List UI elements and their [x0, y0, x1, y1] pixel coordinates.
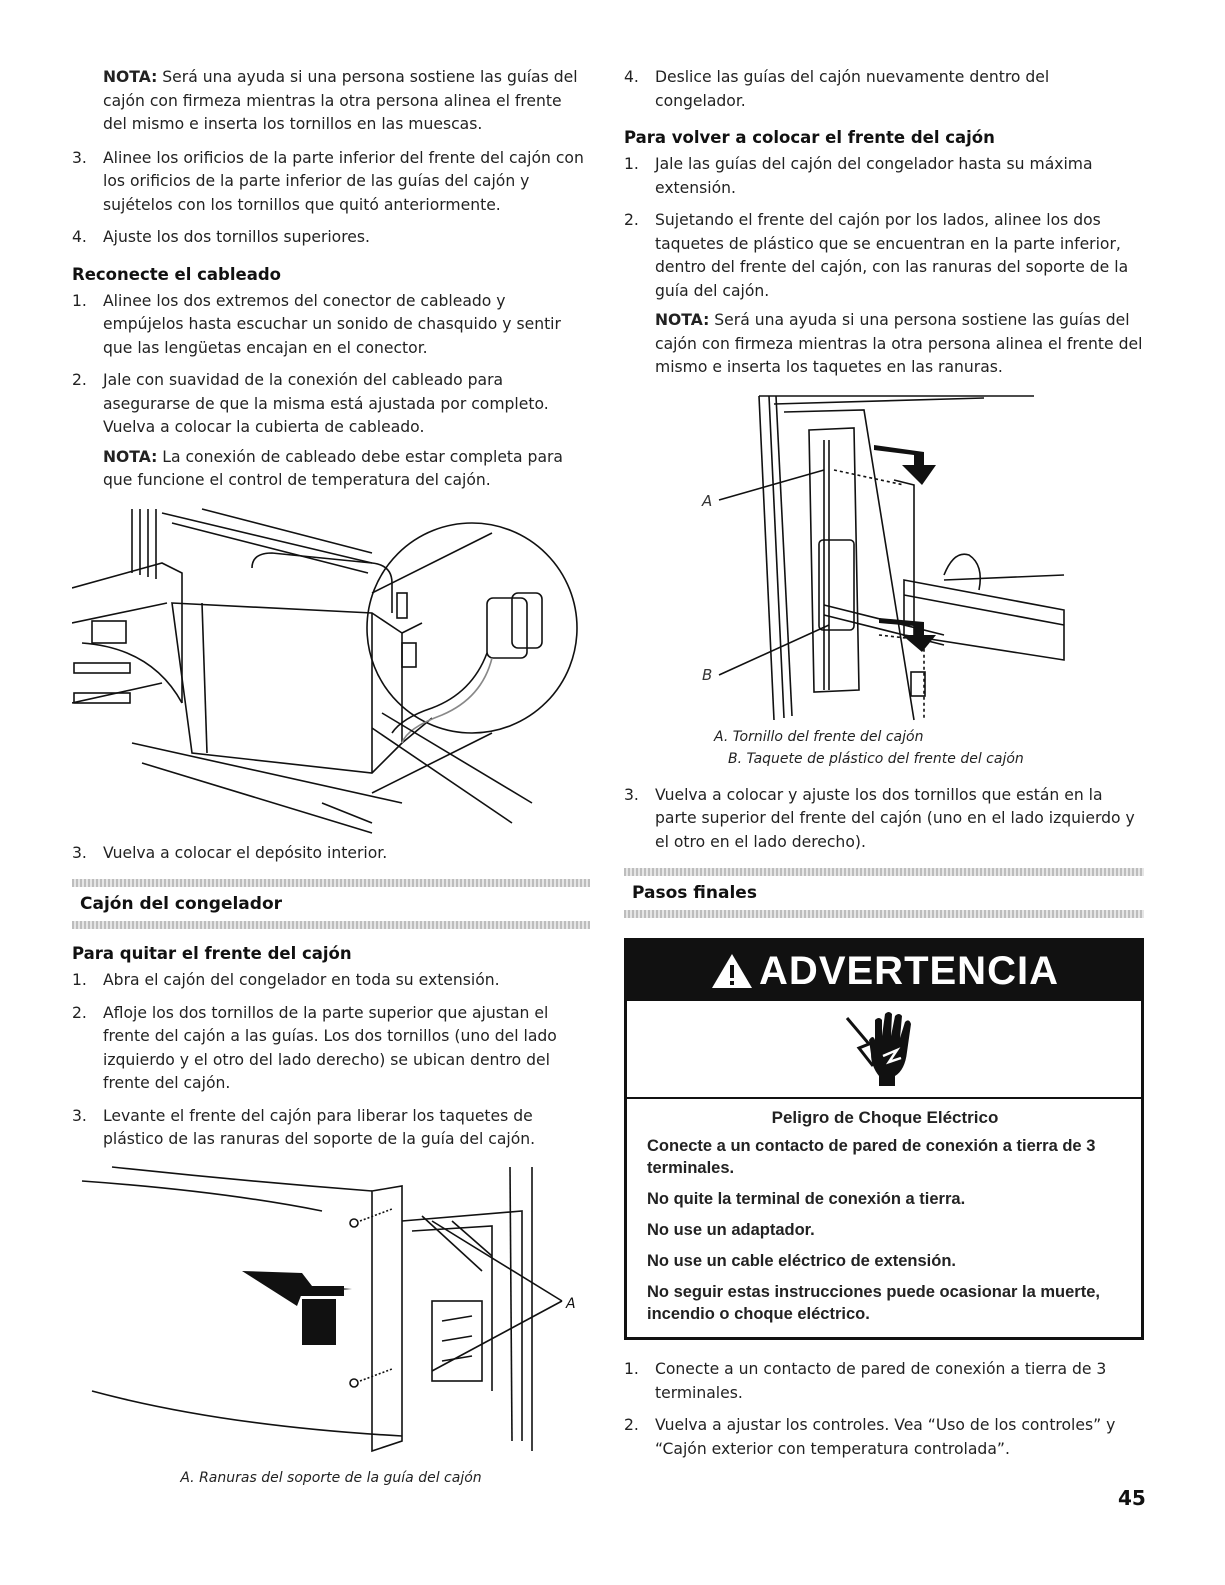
warning-title: Peligro de Choque Eléctrico [771, 1108, 999, 1127]
step-item: 4. Ajuste los dos tornillos superiores. [72, 228, 370, 246]
step-item: 2. Sujetando el frente del cajón por los lados, alinee los dos taquetes de plástico que se encuentran en la parte inferior, dentro del frente del cajón, con las ranuras del soporte de la guía del cajón. [624, 211, 1129, 300]
page-number: 45 [1118, 1486, 1146, 1510]
note-wiring: NOTA: La conexión de cableado debe estar completa para que funcione el control de temperatura del cajón. [103, 447, 563, 489]
step-item: 2. Afloje los dos tornillos de la parte superior que ajustan el frente del cajón a las guías. Los dos tornillos (uno del lado izquierdo y el otro del lado derecho) se ubican dentro del frente del cajón. [72, 1003, 557, 1092]
section-title-freezer-drawer: Cajón del congelador [80, 894, 283, 914]
warning-triangle-icon [709, 951, 755, 991]
warning-line: Conecte a un contacto de pared de conexión a tierra de 3 terminales. [647, 1137, 1096, 1177]
section-divider [72, 879, 590, 887]
figure-caption-a: A. Tornillo del frente del cajón [714, 728, 924, 745]
step-item: 3. Vuelva a colocar el depósito interior. [72, 843, 388, 862]
warning-line: No use un adaptador. [647, 1221, 815, 1239]
section-divider [624, 868, 1144, 876]
step-item: 2. Vuelva a ajustar los controles. Vea “Uso de los controles” y “Cajón exterior con temperatura controlada”. [624, 1416, 1116, 1458]
electric-shock-hand-icon [839, 1006, 929, 1092]
step-item: 1. Jale las guías del cajón del congelador hasta su máxima extensión. [624, 155, 1093, 197]
reconnect-heading: Reconecte el cableado [72, 264, 281, 284]
figure-caption-b: B. Taquete de plástico del frente del cajón [728, 750, 1024, 767]
step-item: 1. Conecte a un contacto de pared de conexión a tierra de 3 terminales. [624, 1360, 1107, 1402]
section-title-final-steps: Pasos finales [632, 883, 757, 903]
figure-label-a: A [702, 491, 713, 510]
wiring-connector-illustration [72, 503, 590, 838]
figure-label-a: A [566, 1295, 576, 1312]
electric-shock-area [627, 1001, 1141, 1099]
step-item: 4. Deslice las guías del cajón nuevamente dentro del congelador. [624, 68, 1050, 110]
figure-caption: A. Ranuras del soporte de la guía del cajón [180, 1469, 482, 1486]
section-divider [72, 921, 590, 929]
step-item: 2. Jale con suavidad de la conexión del cableado para asegurarse de que la misma está ajustada por completo. Vuelva a colocar la cubierta de cableado. [72, 371, 549, 436]
warning-line: No use un cable eléctrico de extensión. [647, 1252, 957, 1270]
warning-header-text: ADVERTENCIA [759, 948, 1059, 993]
right-column [624, 66, 1144, 1470]
warning-line: No quite la terminal de conexión a tierra. [647, 1190, 966, 1208]
step-item: 3. Levante el frente del cajón para liberar los taquetes de plástico de las ranuras del soporte de la guía del cajón. [72, 1106, 536, 1148]
warning-header [627, 941, 1141, 1001]
warning-line: No seguir estas instrucciones puede ocasionar la muerte, incendio o choque eléctrico. [647, 1283, 1100, 1323]
warning-box [624, 938, 1144, 1340]
replace-front-heading: Para volver a colocar el frente del cajón [624, 128, 995, 147]
figure-label-b: B [702, 665, 713, 684]
step-item: 3. Vuelva a colocar y ajuste los dos tornillos que están en la parte superior del frente del cajón (uno en el lado izquierdo y el otro en el lado derecho). [624, 785, 1135, 851]
drawer-front-replace-illustration [624, 390, 1144, 726]
drawer-front-removal-illustration [72, 1161, 590, 1461]
step-item: 3. Alinee los orificios de la parte inferior del frente del cajón con los orificios de la parte inferior de las guías del cajón y sujételos con los tornillos que quitó anteriormente. [72, 148, 584, 214]
note-alignment: NOTA: Será una ayuda si una persona sostiene las guías del cajón con firmeza mientras la otra persona alinea el frente del mismo e inserta los tornillos en las muescas. [103, 68, 578, 133]
remove-front-heading: Para quitar el frente del cajón [72, 944, 352, 963]
step-item: 1. Alinee los dos extremos del conector de cableado y empújelos hasta escuchar un sonido de chasquido y sentir que las lengüetas encajan en el conector. [72, 291, 561, 357]
warning-body [627, 1099, 1141, 1337]
step-item: 1. Abra el cajón del congelador en toda su extensión. [72, 971, 500, 989]
left-column [72, 66, 590, 1489]
note-pegs: NOTA: Será una ayuda si una persona sostiene las guías del cajón con firmeza mientras la otra persona alinea el frente del mismo e inserta los taquetes en las ranuras. [655, 311, 1143, 376]
section-divider [624, 910, 1144, 918]
